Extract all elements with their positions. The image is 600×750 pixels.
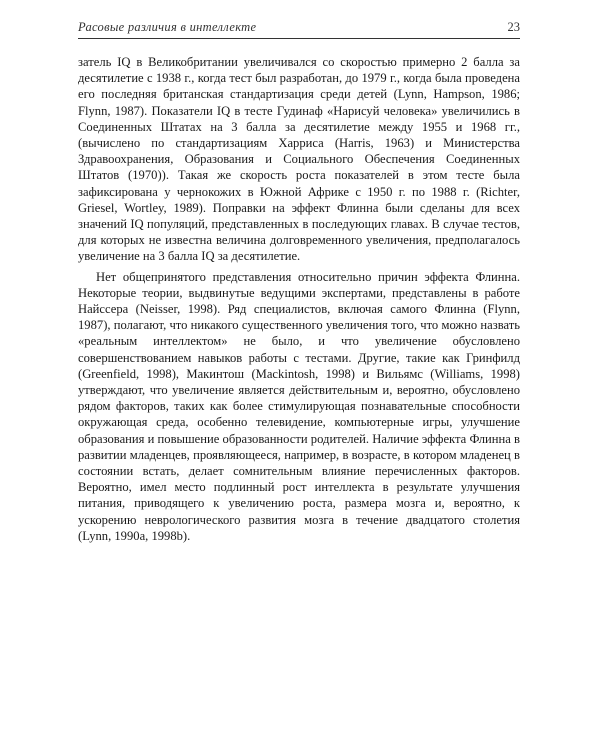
paragraph-flynn-effect-causes: Нет общепринятого представления относительно причин эффекта Флинна. Некоторые теории, выдвинутые ведущими экспертами, представлены в работе Найссера (Neisser, 1998). Ряд специалистов, включая самого Флинна (Flynn, 1987), полагают, что никакого существенного увеличения того, что можно назвать «реальным интеллектом» не было, и что увеличение обусловлено совершенствованием навыков работы с тестами. Другие, такие как Гринфилд (Greenfield, 1998), Макинтош (Mackintosh, 1998) и Вильямс (Williams, 1998) утверждают, что увеличение является действительным и, вероятно, обусловлено рядом факторов, таких как более стимулирующая познавательные способности окружающая среда, особенно телевидение, компьютерные игры, улучшение образования и повышение образованности родителей. Наличие эффекта Флинна в развитии младенцев, проявляющееся, например, в возрасте, в котором младенец в состоянии встать, делает сомнительным влияние перечисленных факторов. Вероятно, имел место подлинный рост интеллекта в результате улучшения питания, приводящего к увеличению роста, размера мозга и, вероятно, к ускорению неврологического развития мозга в течение двадцатого столетия (Lynn, 1990a, 1998b). [78, 269, 520, 543]
paragraph-continued: затель IQ в Великобритании увеличивался со скоростью примерно 2 балла за десятилетие с 1938 г., когда тест был разработан, до 1979 г., когда была проведена его последняя британская стандартизация среди детей (Lynn, Hampson, 1986; Flynn, 1987). Показатели IQ в тесте Гудинаф «Нарисуй человека» увеличились в Соединенных Штатах на 3 балла за десятилетие между 1955 и 1968 гг., (вычислено по стандартизациям Харриса (Harris, 1963) и Министерства Здравоохранения, Образования и Социального Обеспечения Соединенных Штатов (1970)). Такая же скорость роста показателей в этом тесте была зафиксирована у чернокожих в Южной Африке с 1950 г. по 1988 г. (Richter, Griesel, Wortley, 1989). Поправки на эффект Флинна были сделаны для всех значений IQ популяций, представленных в последующих главах. В случае тестов, для которых не известна величина долговременного увеличения, предполагалось увеличение на 3 балла IQ за десятилетие. [78, 55, 520, 264]
running-header [78, 18, 520, 39]
text-body [78, 54, 520, 544]
page-number: 23 [507, 20, 520, 34]
running-title: Расовые различия в интеллекте [78, 20, 257, 34]
